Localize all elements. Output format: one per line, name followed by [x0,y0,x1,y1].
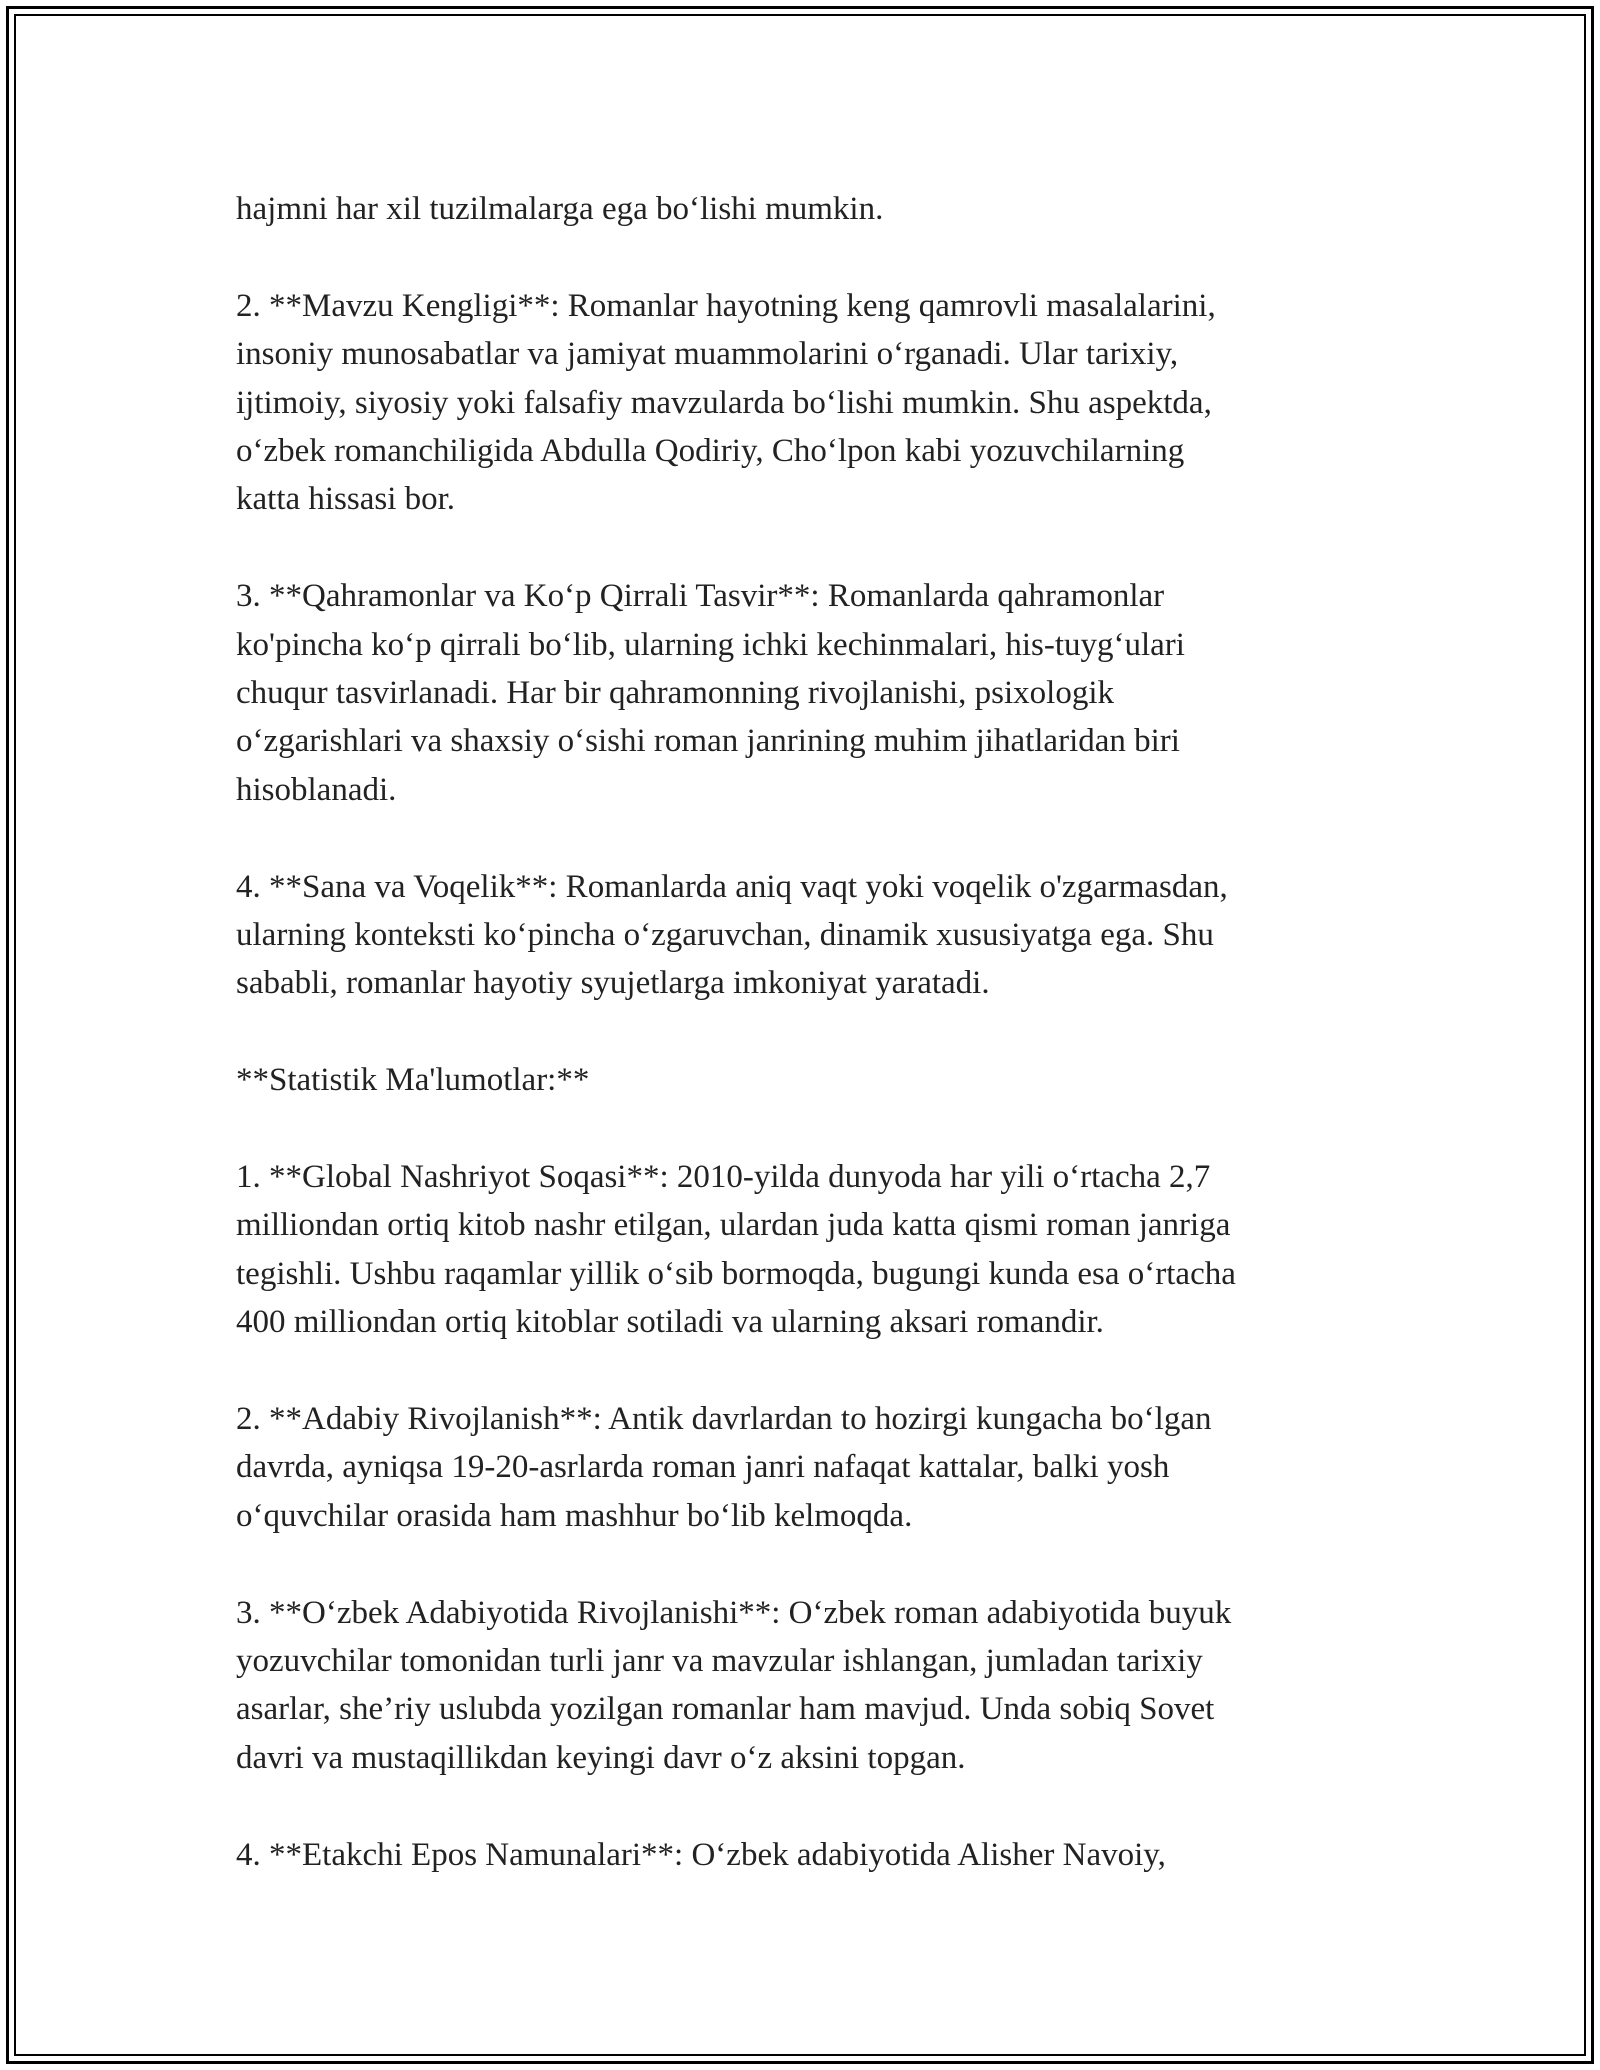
paragraph-etakchi-epos: 4. **Etakchi Epos Namunalari**: O‘zbek adabiyotida Alisher Navoiy, [236,1836,1166,1873]
paragraph-continuation: hajmni har xil tuzilmalarga ega bo‘lishi mumkin. [236,191,884,227]
paragraph-sana-voqelik: 4. **Sana va Voqelik**: Romanlarda aniq vaqt yoki voqelik o'zgarmasdan, ularning konteksti ko‘pincha o‘zgaruvchan, dinamik xususiyatga ega. Shu sababli, romanlar hayotiy syujetlarga imkoniyat yaratadi. [236,868,1228,1002]
paragraph-adabiy-rivojlanish: 2. **Adabiy Rivojlanish**: Antik davrlardan to hozirgi kungacha bo‘lgan davrda, ayniqsa 19-20-asrlarda roman janri nafaqat kattalar, balki yosh o‘quvchilar orasida ham mashhur bo‘lib kelmoqda. [236,1401,1212,1534]
section-heading-statistik: **Statistik Ma'lumotlar:** [236,1062,590,1099]
paragraph-mavzu-kengligi: 2. **Mavzu Kengligi**: Romanlar hayotning keng qamrovli masalalarini, insoniy munosabatlar va jamiyat muammolarini o‘rganadi. Ular tarixiy, ijtimoiy, siyosiy yoki falsafiy mavzularda bo‘lishi mumkin. Shu aspektda, o‘zbek romanchiligida Abdulla Qodiriy, Cho‘lpon kabi yozuvchilarning katta hissasi bor. [236,287,1216,518]
paragraph-qahramonlar: 3. **Qahramonlar va Ko‘p Qirrali Tasvir**: Romanlarda qahramonlar ko'pincha ko‘p qirrali bo‘lib, ularning ichki kechinmalari, his-tuyg‘ulari chuqur tasvirlanadi. Har bir qahramonning rivojlanishi, psixologik o‘zgarishlari va shaxsiy o‘sishi roman janrining muhim jihatlaridan biri hisoblanadi. [236,578,1185,808]
paragraph-ozbek-adabiyoti: 3. **O‘zbek Adabiyotida Rivojlanishi**: O‘zbek roman adabiyotida buyuk yozuvchilar tomonidan turli janr va mavzular ishlangan, jumladan tarixiy asarlar, she’riy uslubda yozilgan romanlar ham mavjud. Unda sobiq Sovet davri va mustaqillikdan keyingi davr o‘z aksini topgan. [236,1594,1232,1776]
document-body [236,185,1376,1879]
paragraph-global-nashriyot: 1. **Global Nashriyot Soqasi**: 2010-yilda dunyoda har yili o‘rtacha 2,7 milliondan ortiq kitob nashr etilgan, ulardan juda katta qismi roman janriga tegishli. Ushbu raqamlar yillik o‘sib bormoqda, bugungi kunda esa o‘rtacha 400 milliondan ortiq kitoblar sotiladi va ularning aksari romandir. [236,1159,1236,1341]
